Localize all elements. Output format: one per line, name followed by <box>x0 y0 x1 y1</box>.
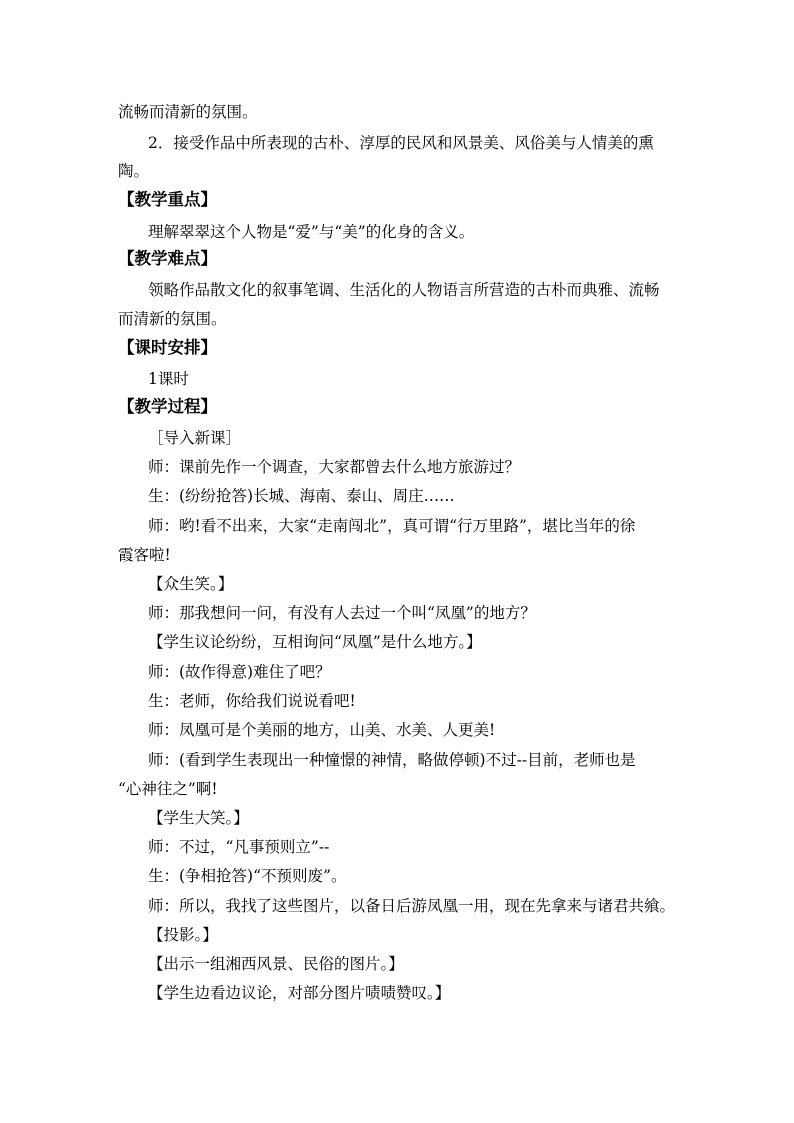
text-line: 而清新的氛围。 <box>118 310 227 328</box>
subsection-label: ［导入新课］ <box>148 429 242 447</box>
text-line: 陶。 <box>118 162 150 180</box>
dialogue-line: 师：(看到学生表现出一种憧憬的神情，略做停顿)不过--目前，老师也是 <box>148 751 636 769</box>
dialogue-line: 生：老师，你给我们说说看吧! <box>148 692 356 710</box>
dialogue-line: 师：哟!看不出来，大家“走南闯北”，真可谓“行万里路”，堪比当年的徐 <box>148 517 636 535</box>
text-line: 理解翠翠这个人物是“爱”与“美”的化身的含义。 <box>148 223 475 241</box>
dialogue-line: 师：课前先作一个调查，大家都曾去什么地方旅游过？ <box>148 458 521 476</box>
stage-direction: 【众生笑。】 <box>148 575 234 593</box>
dialogue-line: 师：那我想问一问，有没有人去过一个叫“凤凰”的地方？ <box>148 604 536 622</box>
objective-item-2: 2．接受作品中所表现的古朴、淳厚的民风和风景美、风俗美与人情美的熏 <box>148 134 654 152</box>
dialogue-line: 生：(争相抢答)“不预则废”。 <box>148 867 347 885</box>
section-heading-schedule: 【课时安排】 <box>118 338 217 357</box>
dialogue-line: 师：所以，我找了这些图片，以备日后游凤凰一用，现在先拿来与诸君共飨。 <box>148 897 676 915</box>
dialogue-line: 师：不过，“凡事预则立”-- <box>148 838 330 856</box>
stage-direction: 【学生议论纷纷，互相询问“凤凰”是什么地方。】 <box>148 633 482 651</box>
section-heading-key-points: 【教学重点】 <box>118 190 217 209</box>
stage-direction: 【学生边看边议论，对部分图片啧啧赞叹。】 <box>148 984 451 1002</box>
dialogue-line: “心神往之”啊! <box>118 780 218 798</box>
text-line: 1课时 <box>148 370 189 388</box>
text-line: 流畅而清新的氛围。 <box>118 103 258 121</box>
dialogue-line: 师：凤凰可是个美丽的地方，山美、水美、人更美! <box>148 721 496 739</box>
dialogue-line: 师：(故作得意)难住了吧？ <box>148 663 331 681</box>
section-heading-process: 【教学过程】 <box>118 397 217 416</box>
stage-direction: 【学生大笑。】 <box>148 809 249 827</box>
text-line: 领略作品散文化的叙事笔调、生活化的人物语言所营造的古朴而典雅、流畅 <box>148 281 660 299</box>
dialogue-line: 霞客啦! <box>118 546 171 564</box>
section-heading-difficulties: 【教学难点】 <box>118 249 217 268</box>
dialogue-line: 生：(纷纷抢答)长城、海南、泰山、周庄…… <box>148 487 455 505</box>
stage-direction: 【出示一组湘西风景、民俗的图片。】 <box>148 955 404 973</box>
stage-direction: 【投影。】 <box>148 926 218 944</box>
